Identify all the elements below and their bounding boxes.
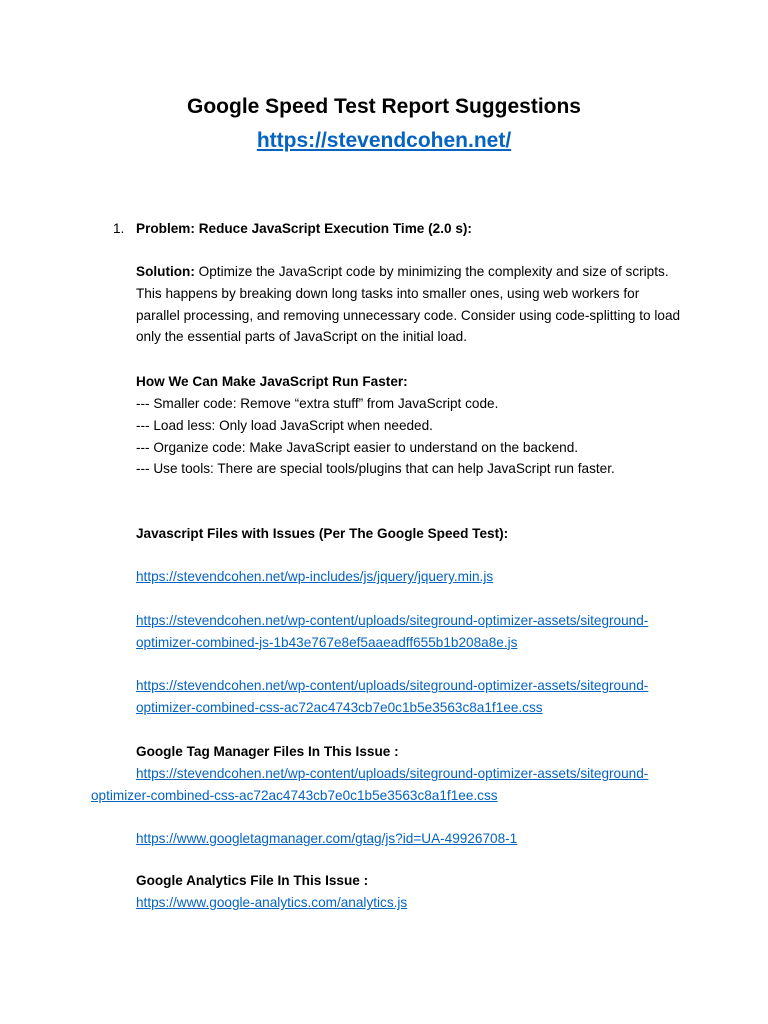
js-files-heading: Javascript Files with Issues (Per The Google Speed Test): — [136, 526, 509, 541]
gtm-link-line[interactable] — [136, 763, 648, 785]
css-file-link[interactable] — [136, 675, 648, 719]
problem-heading: Problem: Reduce JavaScript Execution Time (2.0 s): — [136, 221, 472, 236]
tip-item: --- Use tools: There are special tools/plugins that can help JavaScript run faster. — [136, 461, 615, 477]
tip-item: --- Organize code: Make JavaScript easier to understand on the backend. — [136, 439, 579, 455]
js-file-link-text[interactable]: https://stevendcohen.net/wp-includes/js/jquery/jquery.min.js — [136, 569, 494, 584]
gtm-link-text[interactable]: https://stevendcohen.net/wp-content/uploads/siteground-optimizer-assets/siteground- — [136, 766, 649, 781]
how-heading: How We Can Make JavaScript Run Faster: — [136, 374, 408, 389]
ga-link[interactable] — [136, 892, 407, 914]
page-title: Google Speed Test Report Suggestions — [187, 95, 581, 118]
js-file-link-line[interactable]: https://stevendcohen.net/wp-content/uploads/siteground-optimizer-assets/siteground- — [136, 613, 649, 628]
gtag-link-text[interactable]: https://www.googletagmanager.com/gtag/js?id=UA-49926708-1 — [136, 831, 518, 846]
js-file-link[interactable] — [136, 566, 493, 588]
list-number: 1. — [113, 221, 125, 236]
ga-link-text[interactable]: https://www.google-analytics.com/analytics.js — [136, 895, 408, 910]
ga-heading: Google Analytics File In This Issue : — [136, 873, 369, 888]
site-url-link[interactable] — [0, 127, 768, 155]
gtm-link-text[interactable]: optimizer-combined-css-ac72ac4743cb7e0c1b5e3563c8a1f1ee.css — [91, 788, 498, 803]
solution-paragraph — [136, 261, 681, 348]
gtag-link[interactable] — [136, 828, 517, 850]
gtm-heading: Google Tag Manager Files In This Issue : — [136, 744, 399, 759]
css-file-link-line[interactable]: https://stevendcohen.net/wp-content/uploads/siteground-optimizer-assets/siteground- — [136, 678, 649, 693]
gtm-link-line[interactable] — [91, 785, 498, 807]
tips-list — [136, 393, 615, 480]
tip-item: --- Load less: Only load JavaScript when needed. — [136, 417, 433, 433]
tip-item: --- Smaller code: Remove “extra stuff” from JavaScript code. — [136, 396, 499, 411]
js-file-link[interactable] — [136, 610, 648, 654]
solution-text: Optimize the JavaScript code by minimizing the complexity and size of scripts. This happens by breaking down long tasks into smaller ones, using web workers for parallel processing, and removing unnecessary code. Consider using code-splitting to load only the essential parts of JavaScript on the initial load. — [136, 264, 681, 345]
solution-label: Solution: — [136, 264, 195, 279]
css-file-link-line[interactable]: optimizer-combined-css-ac72ac4743cb7e0c1b5e3563c8a1f1ee.css — [136, 699, 543, 715]
site-url-text[interactable]: https://stevendcohen.net/ — [256, 129, 512, 152]
js-file-link-line[interactable]: optimizer-combined-js-1b43e767e8ef5aaeadff655b1b208a8e.js — [136, 634, 518, 650]
